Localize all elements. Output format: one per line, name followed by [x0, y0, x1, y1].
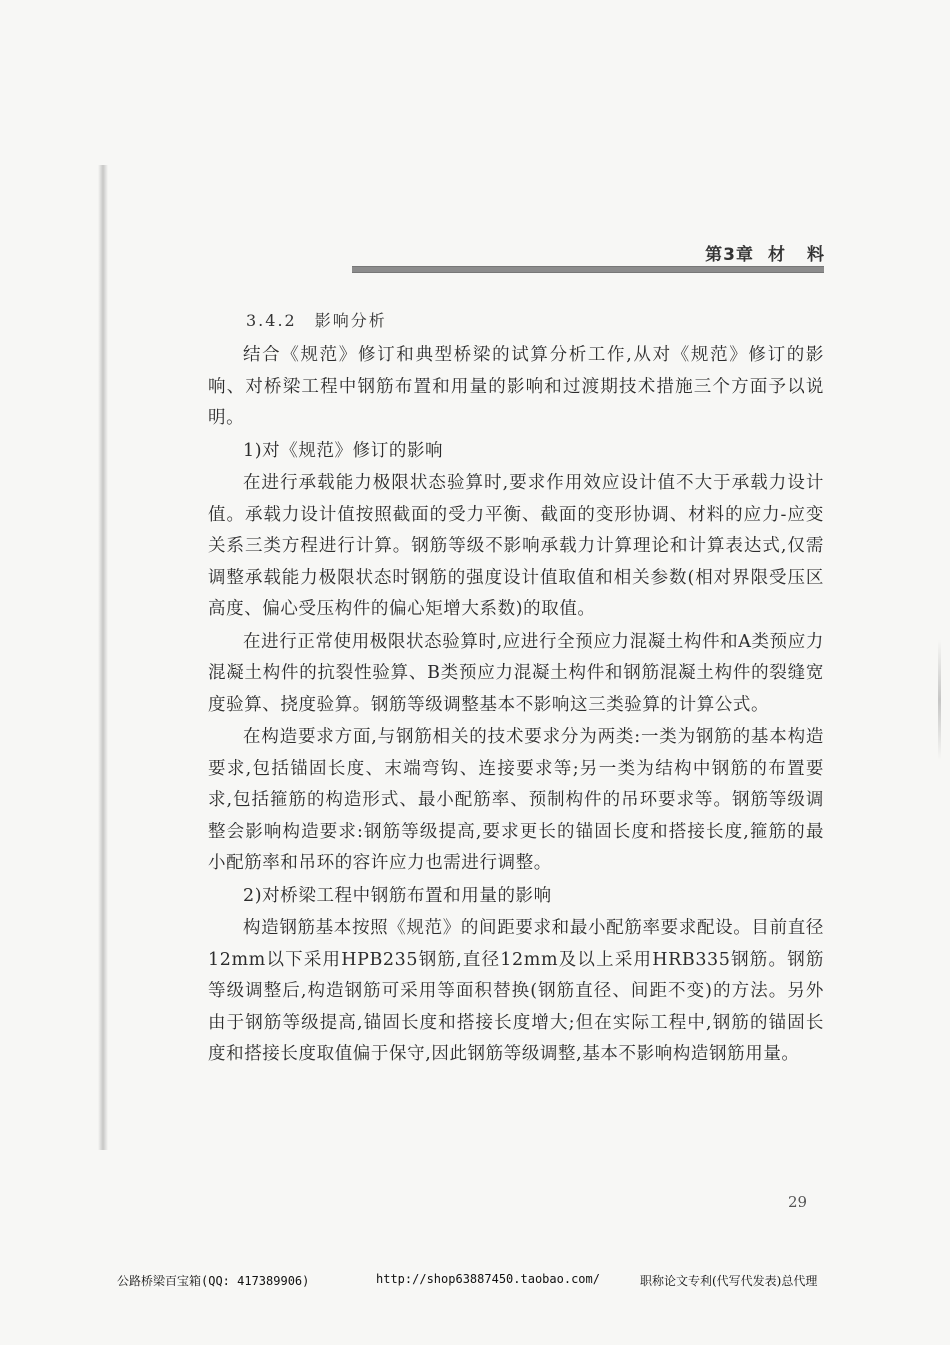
- paragraph-rebar-usage: 构造钢筋基本按照《规范》的间距要求和最小配筋率要求配设。目前直径12mm以下采用HPB235钢筋,直径12mm及以上采用HRB335钢筋。钢筋等级调整后,构造钢筋可采用等面积替换(钢筋直径、间距不变)的方法。另外由于钢筋等级提高,锚固长度和搭接长度增大;但在实际工程中,钢筋的锚固长度和搭接长度取值偏于保守,因此钢筋等级调整,基本不影响构造钢筋用量。: [208, 918, 824, 1064]
- running-head: [600, 240, 846, 265]
- paragraph-intro: 结合《规范》修订和典型桥梁的试算分析工作,从对《规范》修订的影响、对桥梁工程中钢筋布置和用量的影响和过渡期技术措施三个方面予以说明。: [208, 345, 824, 428]
- scan-edge-mark: [938, 640, 941, 760]
- subheading-1: 1)对《规范》修订的影响: [243, 440, 444, 461]
- binding-shadow: [98, 165, 108, 1150]
- section-title: 影响分析: [314, 311, 387, 330]
- chapter-subject: 材料: [768, 245, 846, 265]
- section-number: 3.4.2: [246, 311, 297, 330]
- header-rule: [352, 266, 824, 273]
- page-number: 29: [788, 1193, 808, 1211]
- subheading-2: 2)对桥梁工程中钢筋布置和用量的影响: [243, 885, 552, 906]
- section-heading: [246, 308, 387, 331]
- paragraph-ultimate-limit: 在进行承载能力极限状态验算时,要求作用效应设计值不大于承载力设计值。承载力设计值按照截面的受力平衡、截面的变形协调、材料的应力-应变关系三类方程进行计算。钢筋等级不影响承载力计算理论和计算表达式,仅需调整承载能力极限状态时钢筋的强度设计值取值和相关参数(相对界限受压区高度、偏心受压构件的偏心矩增大系数)的取值。: [208, 473, 824, 619]
- footer-link[interactable]: http://shop63887450.taobao.com/: [376, 1272, 600, 1286]
- footer-right: 职称论文专利(代写代发表)总代理: [640, 1274, 818, 1288]
- footer-left: 公路桥梁百宝箱(QQ: 417389906): [117, 1274, 310, 1288]
- paragraph-detailing: 在构造要求方面,与钢筋相关的技术要求分为两类:一类为钢筋的基本构造要求,包括锚固长度、末端弯钩、连接要求等;另一类为结构中钢筋的布置要求,包括箍筋的构造形式、最小配筋率、预制构件的吊环要求等。钢筋等级调整会影响构造要求:钢筋等级提高,要求更长的锚固长度和搭接长度,箍筋的最小配筋率和吊环的容许应力也需进行调整。: [208, 727, 824, 873]
- paragraph-serviceability-limit: 在进行正常使用极限状态验算时,应进行全预应力混凝土构件和A类预应力混凝土构件的抗裂性验算、B类预应力混凝土构件和钢筋混凝土构件的裂缝宽度验算、挠度验算。钢筋等级调整基本不影响这三类验算的计算公式。: [208, 631, 824, 715]
- body-text: [208, 340, 824, 1072]
- chapter-label: 第3章: [705, 245, 754, 265]
